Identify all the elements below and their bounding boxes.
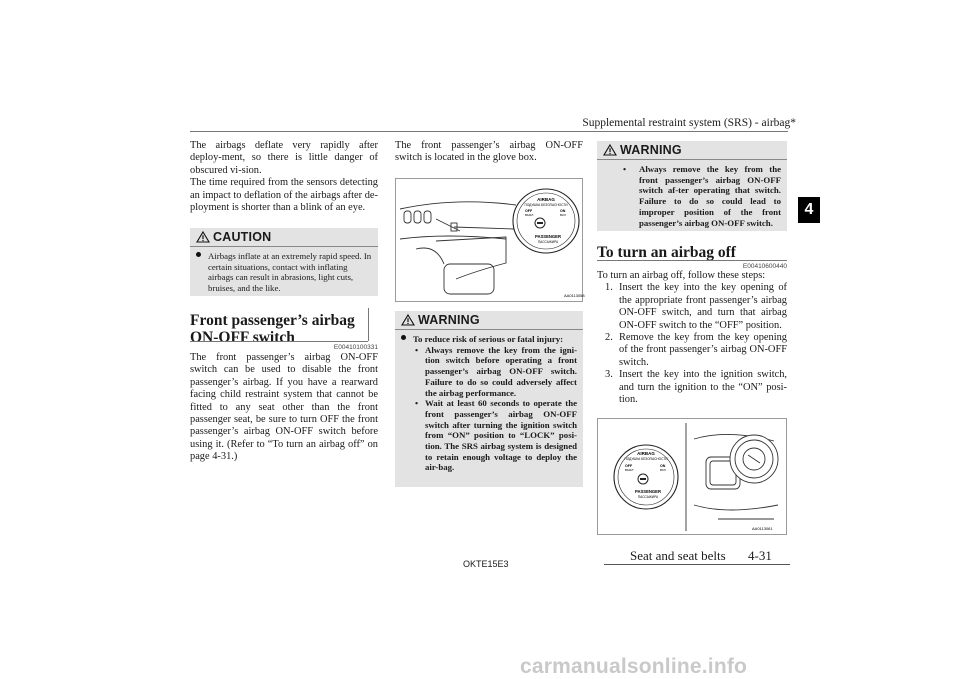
switch-illustration bbox=[598, 419, 786, 534]
section-tab: 4 bbox=[798, 197, 820, 223]
warning-title: WARNING bbox=[620, 143, 682, 157]
paragraph: The airbags deflate very rapidly after deploy-ment, so there is little danger of obscured vi-sion. bbox=[190, 140, 378, 176]
off-label-ru: ВЫКЛ bbox=[625, 468, 634, 472]
warning-lead: To reduce risk of serious or fatal injury: bbox=[413, 334, 564, 344]
airbag-label-ru: ПОДУШКА БЕЗОПАСНОСТИ bbox=[624, 457, 668, 461]
off-label-ru: ВЫКЛ bbox=[525, 213, 534, 217]
passenger-label-ru: ПАССАЖИРА bbox=[637, 495, 659, 499]
bullet-icon: • bbox=[415, 398, 419, 409]
intro-paragraph: To turn an airbag off, follow these steps: bbox=[597, 270, 766, 281]
on-label: ON bbox=[660, 464, 666, 468]
footer-rule bbox=[604, 564, 790, 565]
caution-text: Airbags inflate at an extremely rapid speed. In certain situations, contact with inflating airbags can result in abrasions, light cuts, bruises, and the like. bbox=[208, 251, 372, 293]
warning-title: WARNING bbox=[418, 313, 480, 327]
passenger-label: PASSENGER bbox=[535, 234, 561, 239]
warning-header bbox=[597, 141, 787, 159]
step-number: 2. bbox=[605, 332, 613, 344]
warning-box-2 bbox=[597, 141, 787, 231]
bullet-icon bbox=[401, 335, 406, 340]
glovebox-illustration bbox=[396, 179, 585, 301]
paragraph: The front passenger’s airbag ON-OFF switch is located in the glove box. bbox=[395, 140, 583, 164]
section-code: E00410100331 bbox=[333, 344, 378, 351]
footer-section-name: Seat and seat belts bbox=[630, 548, 726, 563]
section-heading: To turn an airbag off bbox=[597, 244, 736, 261]
step-item bbox=[597, 369, 787, 406]
warning-body bbox=[597, 160, 787, 232]
paragraph: The time required from the sensors detecting an impact to deflation of the airbags after de-ployment is shorter than a blink of an eye. bbox=[190, 177, 378, 214]
caution-header bbox=[190, 228, 378, 246]
warning-body bbox=[395, 330, 583, 477]
heading-rule bbox=[368, 308, 369, 341]
airbag-label: AIRBAG bbox=[537, 197, 555, 202]
airbag-label-ru: ПОДУШКА БЕЗОПАСНОСТИ bbox=[524, 203, 568, 207]
column-3-body bbox=[597, 270, 787, 406]
warning-list bbox=[413, 345, 577, 473]
section-heading: Front passenger’s airbag ON-OFF switch bbox=[190, 312, 355, 346]
passenger-label-ru: ПАССАЖИРА bbox=[537, 240, 559, 244]
step-number: 1. bbox=[605, 282, 613, 294]
warning-triangle-icon bbox=[603, 144, 617, 156]
step-number: 3. bbox=[605, 369, 613, 381]
caution-body bbox=[190, 247, 378, 297]
airbag-label: AIRBAG bbox=[637, 451, 655, 456]
on-label: ON bbox=[560, 209, 566, 213]
figure-code: AA0113058 bbox=[564, 293, 585, 298]
column-2 bbox=[395, 140, 583, 165]
bullet-icon: • bbox=[623, 164, 627, 174]
warning-triangle-icon bbox=[196, 231, 210, 243]
switch-figure bbox=[597, 418, 787, 535]
section-code: E00410600440 bbox=[742, 263, 787, 270]
off-label: OFF bbox=[525, 209, 533, 213]
on-label-ru: ВКЛ bbox=[560, 213, 566, 217]
step-text: Remove the key from the key opening of the front passenger’s airbag ON-OFF switch. bbox=[619, 332, 787, 368]
bullet-icon: • bbox=[415, 344, 419, 355]
warning-text: Always remove the key from the front passenger’s airbag ON-OFF switch af-ter operating that switch. Failure to do so could lead to improper position of the front passenger’s airbag ON-OFF switch. bbox=[639, 164, 781, 228]
step-item bbox=[597, 332, 787, 369]
doc-code: OKTE15E3 bbox=[463, 559, 509, 569]
paragraph: The front passenger’s airbag ON-OFF switch can be used to disable the front passenger’s airbag. If you have a rearward facing child restraint system that cannot be fitted to any seat other than the front passenger seat, be sure to turn OFF the front passenger’s airbag ON-OFF switch before using it. (Refer to “To turn an airbag off” on page 4-31.) bbox=[190, 352, 378, 463]
column-1 bbox=[190, 140, 378, 214]
glovebox-figure bbox=[395, 178, 583, 302]
caution-title: CAUTION bbox=[213, 230, 272, 244]
caution-box bbox=[190, 228, 378, 296]
warning-box bbox=[395, 311, 583, 487]
heading-underline bbox=[597, 260, 787, 261]
warning-header bbox=[395, 311, 583, 329]
bullet-icon bbox=[196, 252, 201, 257]
steps-list bbox=[597, 282, 787, 406]
list-item-text: Always remove the key from the igni-tion switch before operating a front passenger’s airbag ON-OFF switch. Failure to do so could adversely affect the airbag performance. bbox=[425, 344, 577, 398]
header-rule bbox=[190, 131, 788, 132]
warning-triangle-icon bbox=[401, 314, 415, 326]
off-label: OFF bbox=[625, 464, 633, 468]
page-number: 4-31 bbox=[748, 548, 772, 563]
figure-code: AA0113061 bbox=[752, 526, 773, 531]
heading-underline bbox=[190, 341, 368, 342]
step-item bbox=[597, 282, 787, 332]
list-item bbox=[413, 398, 577, 473]
passenger-label: PASSENGER bbox=[635, 489, 661, 494]
column-1-body bbox=[190, 352, 378, 464]
on-label-ru: ВКЛ bbox=[660, 468, 666, 472]
running-header: Supplemental restraint system (SRS) - airbag* bbox=[582, 117, 796, 129]
list-item-text: Wait at least 60 seconds to operate the front passenger’s airbag ON-OFF switch after turning the ignition switch from “ON” position to “LOCK” posi-tion. The SRS airbag system is designed to retain enough voltage to deploy the air-bag. bbox=[425, 398, 577, 473]
list-item bbox=[413, 345, 577, 399]
step-text: Insert the key into the key opening of the appropriate front passenger’s airbag ON-OFF switch, and turn that airbag ON-OFF switch to the “OFF” position. bbox=[619, 282, 787, 331]
watermark-text: carmanualsonline.info bbox=[520, 655, 748, 678]
step-text: Insert the key into the ignition switch, and turn the ignition to the “ON” posi-tion. bbox=[619, 369, 787, 406]
